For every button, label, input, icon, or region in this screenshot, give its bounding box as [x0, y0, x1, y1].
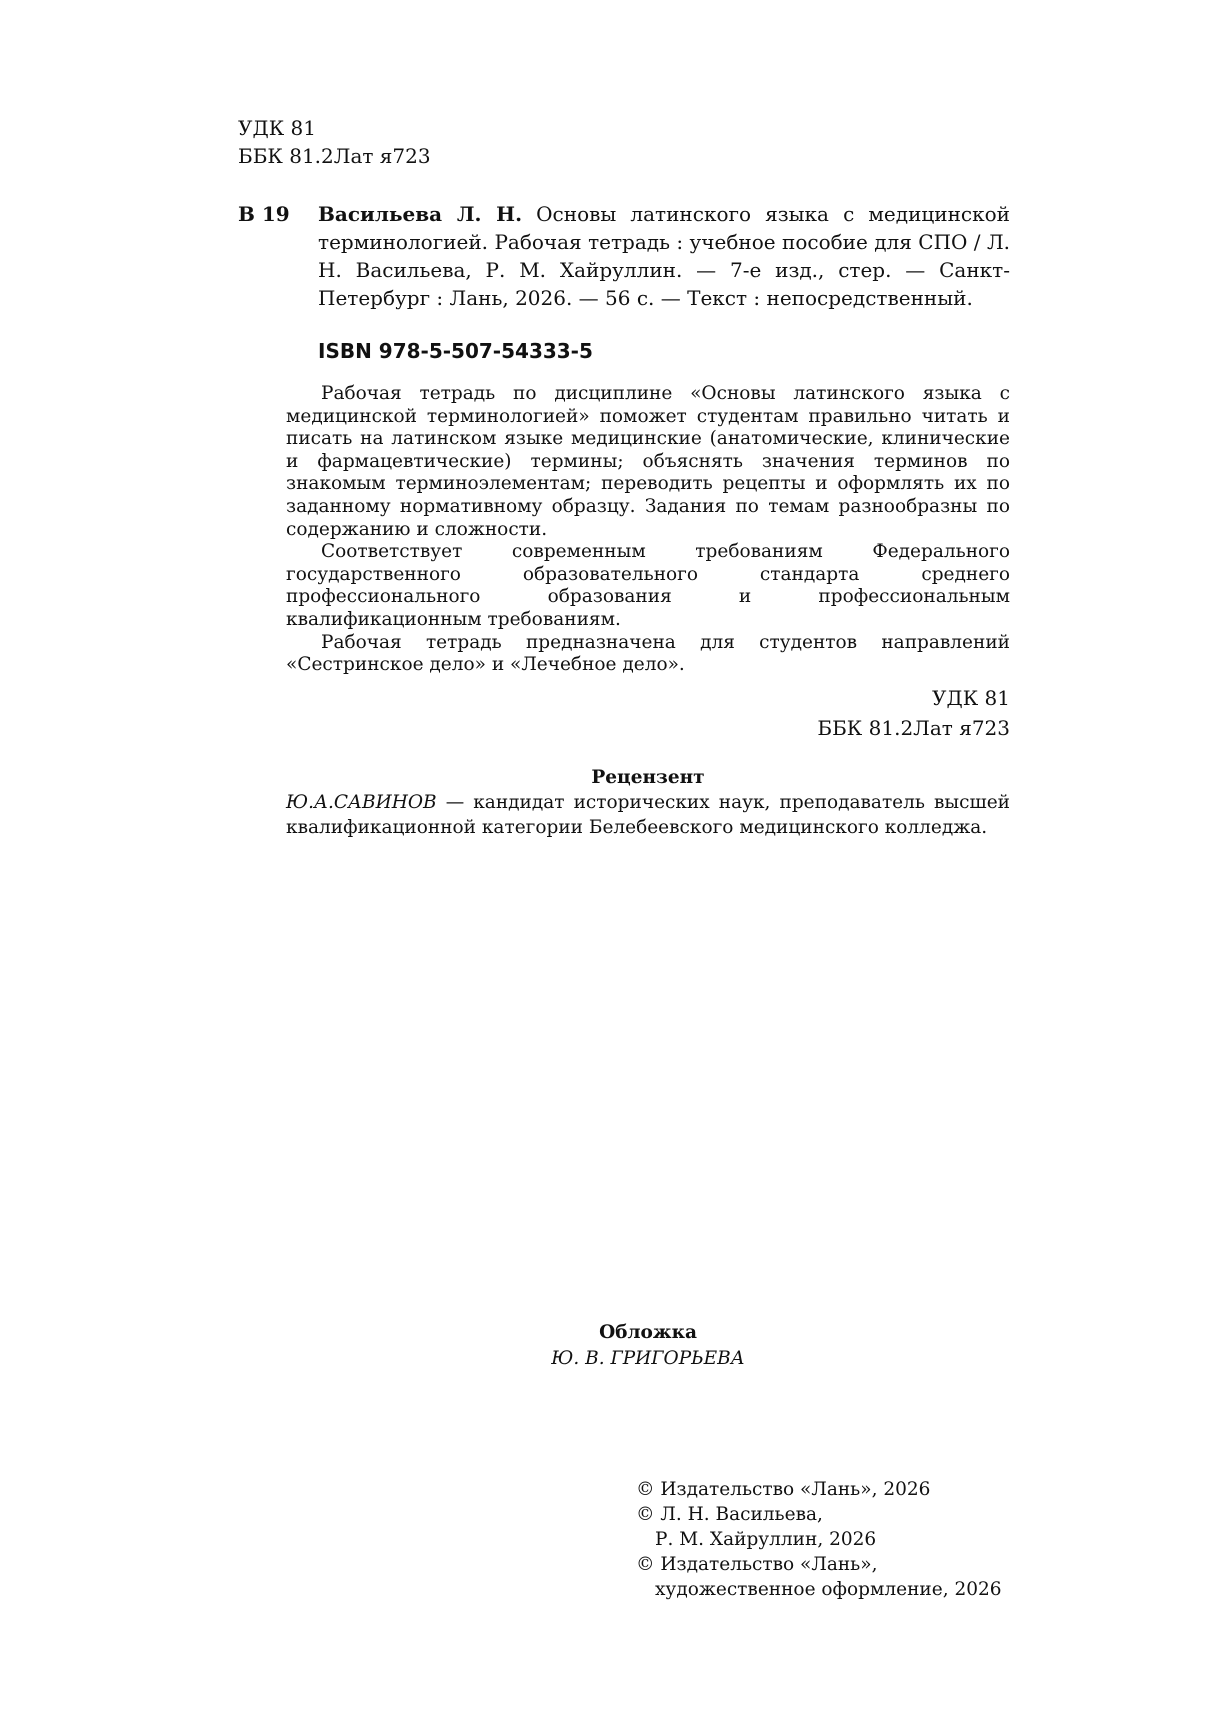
reviewer-heading: Рецензент	[591, 767, 705, 788]
copyright-line: © Издательство «Лань», 2026	[636, 1479, 931, 1500]
cover-designer: Ю. В. ГРИГОРЬЕВА	[551, 1348, 745, 1369]
cover-credit	[286, 1320, 1010, 1372]
bibliographic-entry	[238, 200, 1010, 312]
abstract-paragraph: Рабочая тетрадь по дисциплине «Основы латинского языка с медицинской терминологией» поможет студентам правильно читать и писать на латинском языке медицинские (анатомические, клинические и фармацевтические) термины; объяснять значения терминов по знакомым терминоэлементам; переводить рецепты и оформлять их по заданному нормативному образцу. Задания по темам разнообразны по содержанию и сложности.	[286, 383, 1010, 540]
copyright-block	[636, 1477, 1002, 1602]
abstract	[286, 383, 1010, 677]
copyright-line: © Л. Н. Васильева,	[636, 1504, 823, 1525]
abstract-paragraph: Соответствует современным требованиям Федерального государственного образовательного стандарта среднего профессионального образования и профессиональным квалификационным требованиям.	[286, 541, 1010, 630]
bbk-code: ББК 81.2Лат я723	[817, 716, 1010, 740]
bibliographic-description	[318, 200, 1010, 312]
bbk-code: ББК 81.2Лат я723	[238, 144, 431, 168]
classification-footer	[817, 683, 1010, 743]
udk-code: УДК 81	[238, 116, 316, 140]
book-description: Основы латинского языка с медицинской терминологией. Рабочая тетрадь : учебное пособие для СПО / Л. Н. Васильева, Р. М. Хайруллин. — 7-е изд., стер. — Санкт-Петербург : Лань, 2026. — 56 с. — Текст : непосредственный.	[318, 202, 1011, 310]
cover-heading: Обложка	[599, 1322, 697, 1343]
copyright-line: художественное оформление, 2026	[655, 1579, 1002, 1600]
copyright-line: Р. М. Хайруллин, 2026	[655, 1529, 877, 1550]
isbn: ISBN 978-5-507-54333-5	[318, 339, 593, 363]
abstract-paragraph: Рабочая тетрадь предназначена для студентов направлений «Сестринское дело» и «Лечебное дело».	[286, 631, 1010, 676]
reviewer-text	[286, 790, 1010, 840]
author-name: Васильева Л. Н.	[318, 202, 523, 226]
reviewer-block	[286, 765, 1010, 840]
reviewer-description: — кандидат исторических наук, преподаватель высшей квалификационной категории Белебеевского медицинского колледжа.	[286, 792, 1010, 838]
copyright-line: © Издательство «Лань»,	[636, 1554, 878, 1575]
author-sign: В 19	[238, 202, 290, 226]
reviewer-name: Ю.А.САВИНОВ	[286, 792, 437, 813]
udk-code: УДК 81	[932, 686, 1010, 710]
classification-header	[238, 114, 431, 170]
